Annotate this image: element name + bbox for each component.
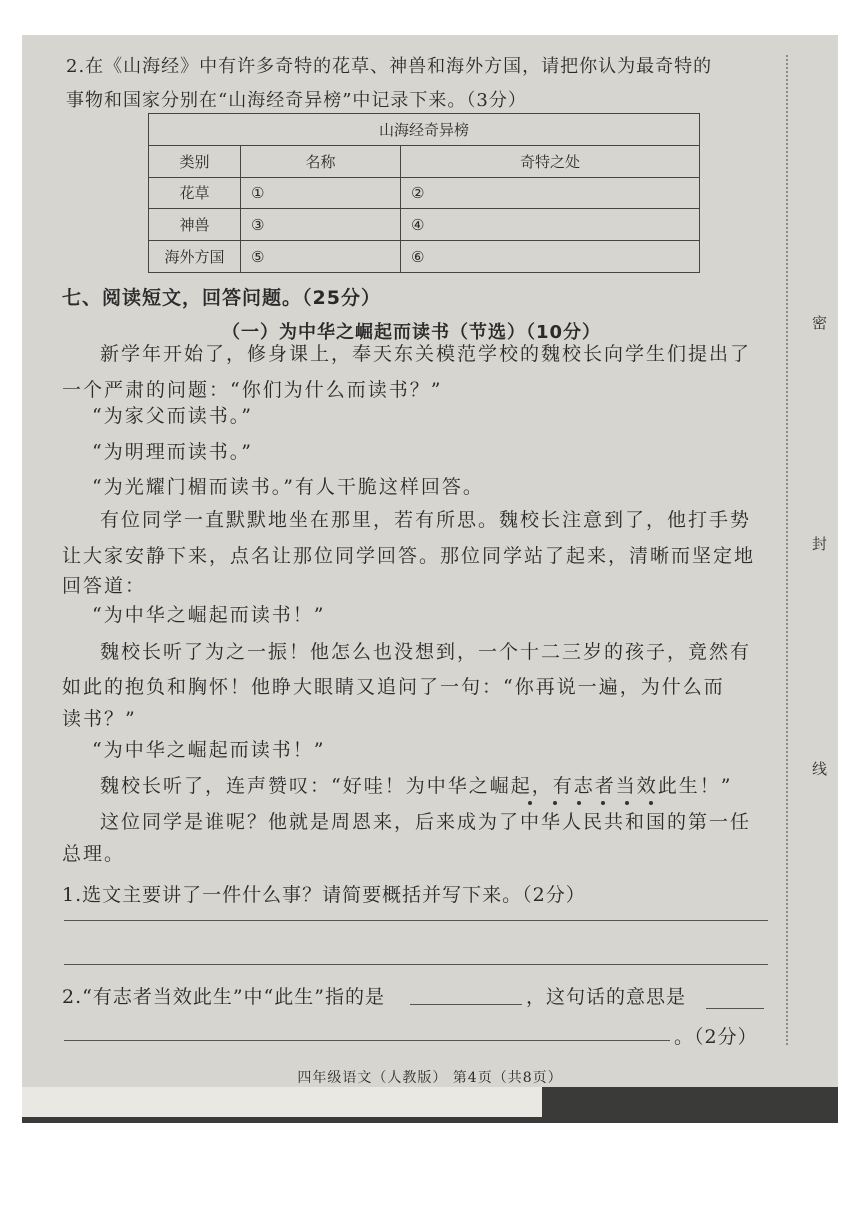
emphasis-dot — [577, 801, 581, 805]
seal-char-mi: 密 — [812, 314, 828, 332]
passage-line-5: “为光耀门楣而读书。”有人干脆这样回答。 — [92, 476, 484, 498]
passage-line-14: 魏校长听了，连声赞叹：“好哇！为中华之崛起，有志者当效此生！” — [100, 775, 733, 797]
passage-line-10: 魏校长听了为之一振！他怎么也没想到，一个十二三岁的孩子，竟然有 — [100, 641, 752, 663]
answer-line-2[interactable] — [64, 964, 768, 965]
row-name-answer[interactable]: ① — [241, 177, 401, 209]
answer-blank-this-life[interactable] — [410, 1004, 522, 1005]
record-table — [148, 113, 700, 273]
passage-line-9: “为中华之崛起而读书！” — [92, 604, 326, 626]
table-row — [149, 241, 700, 273]
answer-line-1[interactable] — [64, 920, 768, 921]
row-category: 花草 — [149, 177, 241, 209]
emphasis-dot — [649, 801, 653, 805]
emphasis-dot — [528, 801, 532, 805]
question-2-line-2: 事物和国家分别在“山海经奇异榜”中记录下来。（3分） — [66, 90, 527, 111]
passage-title: （一）为中华之崛起而读书（节选）（10分） — [222, 322, 602, 343]
row-name-answer[interactable]: ⑤ — [241, 241, 401, 273]
emphasis-dot — [601, 801, 605, 805]
section-7-title: 七、阅读短文，回答问题。（25分） — [62, 287, 381, 309]
page-footer: 四年级语文（人教版） 第4页（共8页） — [297, 1070, 563, 1086]
table-header-name: 名称 — [241, 145, 401, 177]
passage-line-8: 回答道： — [62, 575, 147, 597]
passage-line-3: “为家父而读书。” — [92, 405, 253, 427]
passage-line-2: 一个严肃的问题：“你们为什么而读书？” — [62, 379, 443, 401]
seal-char-feng: 封 — [812, 535, 828, 553]
passage-line-7: 让大家安静下来，点名让那位同学回答。那位同学站了起来，清晰而坚定地 — [62, 545, 756, 567]
seal-dotted-line — [786, 55, 788, 1045]
row-feature-answer[interactable]: ⑥ — [401, 241, 700, 273]
row-category: 神兽 — [149, 209, 241, 241]
seal-char-xian: 线 — [812, 760, 828, 778]
table-header-feature: 奇特之处 — [401, 145, 700, 177]
question-2-line-1: 2.在《山海经》中有许多奇特的花草、神兽和海外方国，请把你认为最奇特的 — [66, 56, 713, 77]
row-feature-answer[interactable]: ④ — [401, 209, 700, 241]
question-1: 1.选文主要讲了一件什么事？请简要概括并写下来。（2分） — [62, 884, 586, 906]
passage-line-11: 如此的抱负和胸怀！他睁大眼睛又追问了一句：“你再说一遍，为什么而 — [62, 676, 725, 698]
answer-blank-meaning-start[interactable] — [706, 1008, 764, 1009]
question-2-end: 。（2分） — [674, 1026, 758, 1048]
passage-line-12: 读书？” — [62, 708, 137, 730]
table-header-category: 类别 — [149, 145, 241, 177]
table-row — [149, 177, 700, 209]
row-name-answer[interactable]: ③ — [241, 209, 401, 241]
emphasis-dots — [525, 801, 675, 807]
passage-line-13: “为中华之崛起而读书！” — [92, 739, 326, 761]
row-category: 海外方国 — [149, 241, 241, 273]
passage-line-4: “为明理而读书。” — [92, 441, 253, 463]
row-feature-answer[interactable]: ② — [401, 177, 700, 209]
table-row — [149, 209, 700, 241]
table-title: 山海经奇异榜 — [149, 114, 700, 146]
emphasis-dot — [553, 801, 557, 805]
question-2-part-2: ，这句话的意思是 — [526, 986, 687, 1008]
passage-line-15: 这位同学是谁呢？他就是周恩来，后来成为了中华人民共和国的第一任 — [100, 811, 752, 833]
answer-blank-meaning[interactable] — [64, 1040, 670, 1041]
paper-edge — [22, 1087, 542, 1117]
passage-line-6: 有位同学一直默默地坐在那里，若有所思。魏校长注意到了，他打手势 — [100, 509, 752, 531]
question-2-part-1: 2.“有志者当效此生”中“此生”指的是 — [62, 986, 385, 1008]
passage-line-1: 新学年开始了，修身课上，奉天东关模范学校的魏校长向学生们提出了 — [100, 343, 752, 365]
passage-line-16: 总理。 — [62, 843, 126, 865]
emphasis-dot — [625, 801, 629, 805]
